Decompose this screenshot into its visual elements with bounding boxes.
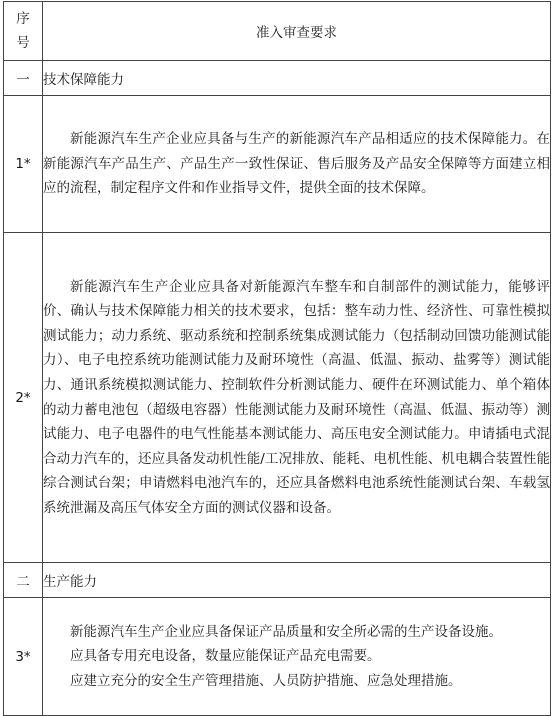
section-number: 二	[4, 563, 43, 598]
table-row	[4, 233, 551, 563]
section-title: 生产能力	[43, 563, 551, 598]
section-title: 技术保障能力	[43, 61, 551, 96]
table-row	[4, 598, 551, 716]
item-paragraph: 新能源汽车生产企业应具备对新能源汽车整车和自制部件的测试能力，能够评价、确认与技术保障能力相关的技术要求，包括：整车动力性、经济性、可靠性模拟测试能力；动力系统、驱动系统和控制系统集成测试能力（包括制动回馈功能测试能力）、电子电控系统功能测试能力及耐环境性（高温、低温、振动、盐雾等）测试能力、通讯系统模拟测试能力、控制软件分析测试能力、硬件在环测试能力、单个箱体的动力蓄电池包（超级电容器）性能测试能力及耐环境性（高温、低温、振动等）测试能力、电子电器件的电气性能基本测试能力、高压电安全测试能力。申请插电式混合动力汽车的，还应具备发动机性能/工况排放、能耗、电机性能、机电耦合装置性能综合测试台架；申请燃料电池汽车的，还应具备燃料电池系统性能测试台架、车载氢系统泄漏及高压气体安全方面的测试仪器和设备。	[43, 278, 550, 516]
header-number-label-line2: 号	[16, 35, 30, 51]
section-row	[4, 61, 551, 96]
item-paragraph: 应具备专用充电设备，数量应能保证产品充电需要。	[70, 648, 381, 665]
item-paragraph: 应建立充分的安全生产管理措施、人员防护措施、应急处理措施。	[70, 672, 462, 689]
item-number: 3*	[4, 598, 43, 716]
section-row	[4, 563, 551, 598]
header-title: 准入审查要求	[43, 2, 551, 61]
item-number: 1*	[4, 96, 43, 233]
table-row	[4, 96, 551, 233]
item-body	[43, 96, 551, 233]
requirements-table	[3, 1, 551, 716]
table-header-row	[4, 2, 551, 61]
item-number: 2*	[4, 233, 43, 563]
item-body	[43, 233, 551, 563]
item-paragraph: 新能源汽车生产企业应具备与生产的新能源汽车产品相适应的技术保障能力。在新能源汽车产品生产、产品生产一致性保证、售后服务及产品安全保障等方面建立相应的流程，制定程序文件和作业指导文件，提供全面的技术保障。	[43, 131, 550, 197]
item-body	[43, 598, 551, 716]
header-number-cell	[4, 2, 43, 61]
header-number-label-line1: 序	[16, 11, 30, 27]
section-number: 一	[4, 61, 43, 96]
item-paragraph: 新能源汽车生产企业应具备保证产品质量和安全所必需的生产设备设施。	[70, 623, 502, 640]
